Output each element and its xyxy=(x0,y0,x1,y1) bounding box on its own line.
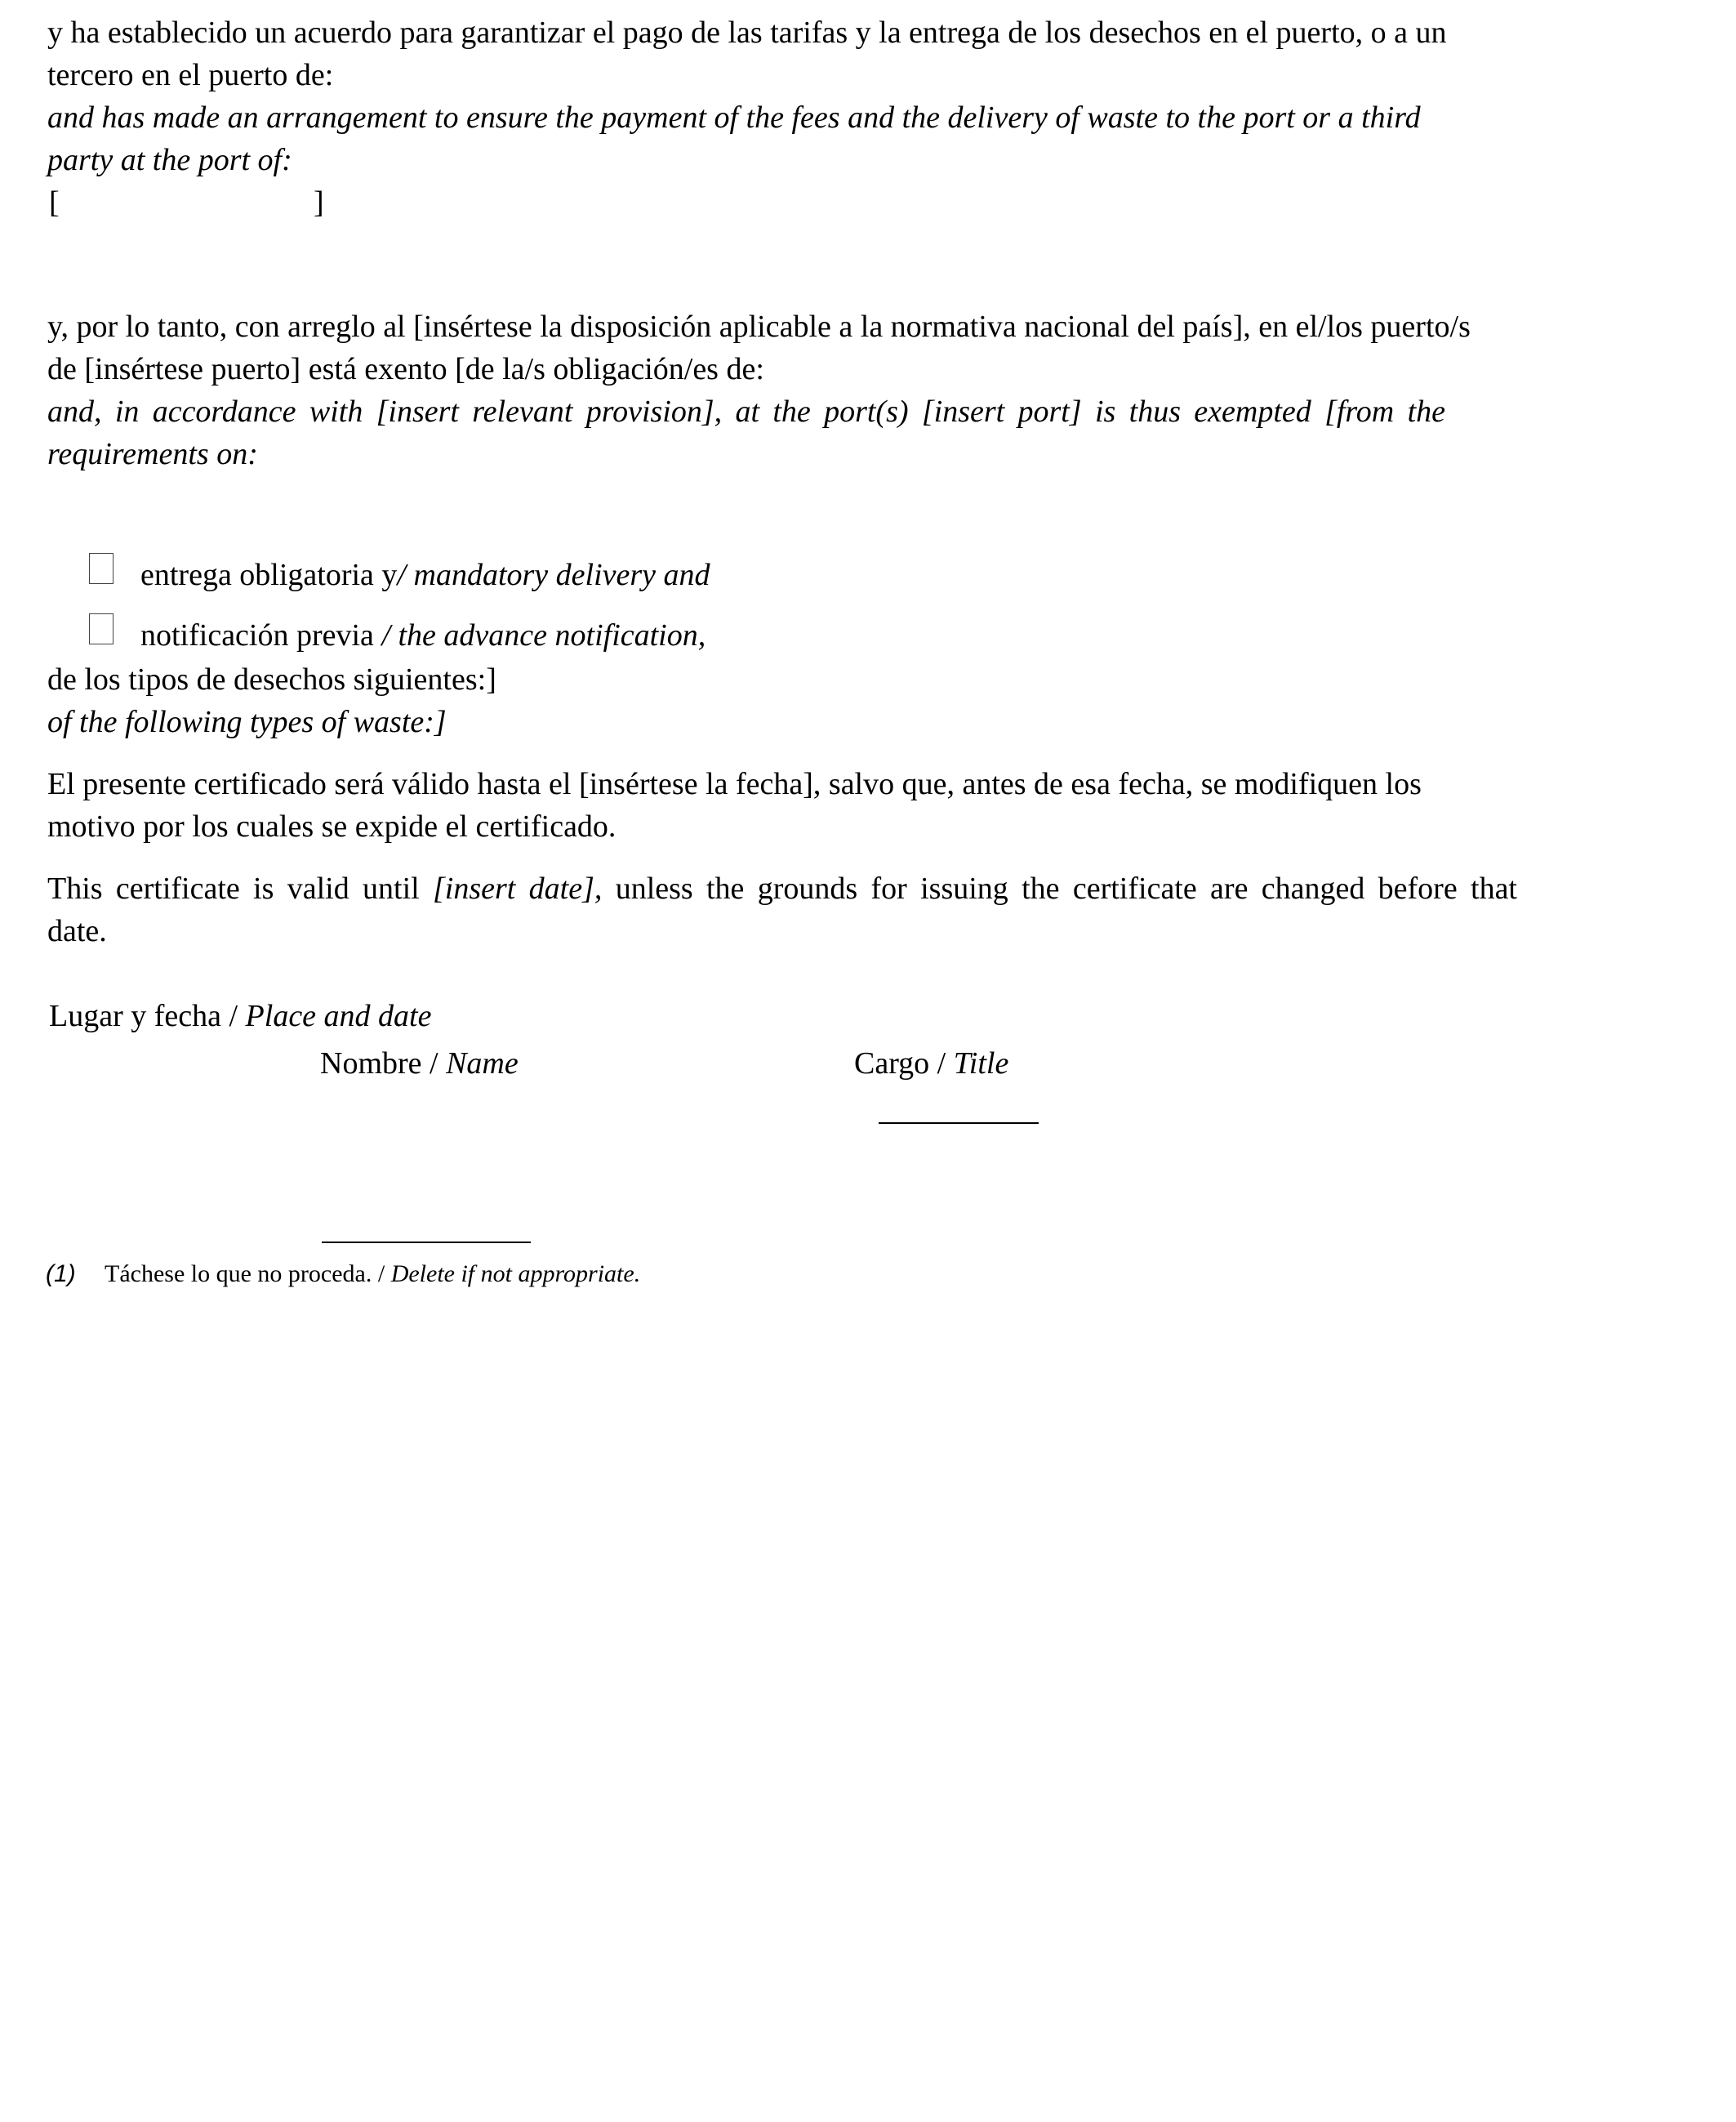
port-field-bracket-close: ] xyxy=(314,185,324,220)
footnote-text-en: Delete if not appropriate. xyxy=(390,1260,641,1287)
mandatory-delivery-checkbox[interactable] xyxy=(89,553,114,584)
waste-types-es: de los tipos de desechos siguientes:] xyxy=(47,662,496,697)
validity-es-line-1: El presente certificado será válido hasta el [insértese la fecha], salvo que, antes de esa fecha, se modifiquen los xyxy=(47,767,1422,801)
name-label xyxy=(320,1042,519,1085)
exemption-es-line-2: de [insértese puerto] está exento [de la/s obligación/es de: xyxy=(47,352,764,386)
exemption-es-line-1: y, por lo tanto, con arreglo al [insértese la disposición aplicable a la normativa nacional del país], en el/los puerto/s xyxy=(47,310,1471,344)
name-signature-line xyxy=(322,1242,531,1243)
waste-types-en: of the following types of waste:] xyxy=(47,705,447,739)
place-date-label xyxy=(49,995,431,1037)
validity-en-date-placeholder: [insert date], xyxy=(433,872,603,906)
place-date-label-en: Place and date xyxy=(245,999,432,1033)
port-arrangement-en-line-1: and has made an arrangement to ensure the payment of the fees and the delivery of waste to the port or a third xyxy=(47,100,1421,135)
title-label-es: Cargo / xyxy=(854,1046,954,1081)
advance-notification-option xyxy=(140,614,706,657)
advance-notification-label-es: notificación previa xyxy=(140,618,382,653)
port-field-bracket-open: [ xyxy=(49,185,60,220)
port-arrangement-en-line-2: party at the port of: xyxy=(47,143,292,177)
validity-en-text-c: unless the grounds for issuing the certificate are changed before that xyxy=(602,872,1517,906)
validity-en-line-2: date. xyxy=(47,914,107,948)
place-date-label-es: Lugar y fecha / xyxy=(49,999,246,1033)
exemption-en-line-1: and, in accordance with [insert relevant provision], at the port(s) [insert port] is thus exempted [from the xyxy=(47,395,1445,429)
validity-en-text-a: This certificate is valid until xyxy=(47,872,433,906)
exemption-en-line-2: requirements on: xyxy=(47,437,258,471)
title-signature-line xyxy=(879,1122,1039,1124)
name-label-es: Nombre / xyxy=(320,1046,447,1081)
advance-notification-label-en: / the advance notification, xyxy=(381,618,706,653)
mandatory-delivery-label-en: / mandatory delivery and xyxy=(397,558,710,592)
mandatory-delivery-label-es: entrega obligatoria y xyxy=(140,558,398,592)
footnote-text-es: Táchese lo que no proceda. / xyxy=(105,1260,391,1287)
validity-en-line-1 xyxy=(47,867,1517,910)
validity-es-line-2: motivo por los cuales se expide el certificado. xyxy=(47,809,617,844)
title-label xyxy=(854,1042,1008,1085)
port-arrangement-es-line-1: y ha establecido un acuerdo para garantizar el pago de las tarifas y la entrega de los desechos en el puerto, o a un xyxy=(47,16,1447,50)
port-arrangement-es-line-2: tercero en el puerto de: xyxy=(47,58,334,92)
footnote-text xyxy=(105,1258,640,1291)
title-label-en: Title xyxy=(953,1046,1009,1081)
name-label-en: Name xyxy=(446,1046,519,1081)
advance-notification-checkbox[interactable] xyxy=(89,613,114,644)
mandatory-delivery-option xyxy=(140,554,710,596)
footnote-marker: (1) xyxy=(46,1260,76,1287)
